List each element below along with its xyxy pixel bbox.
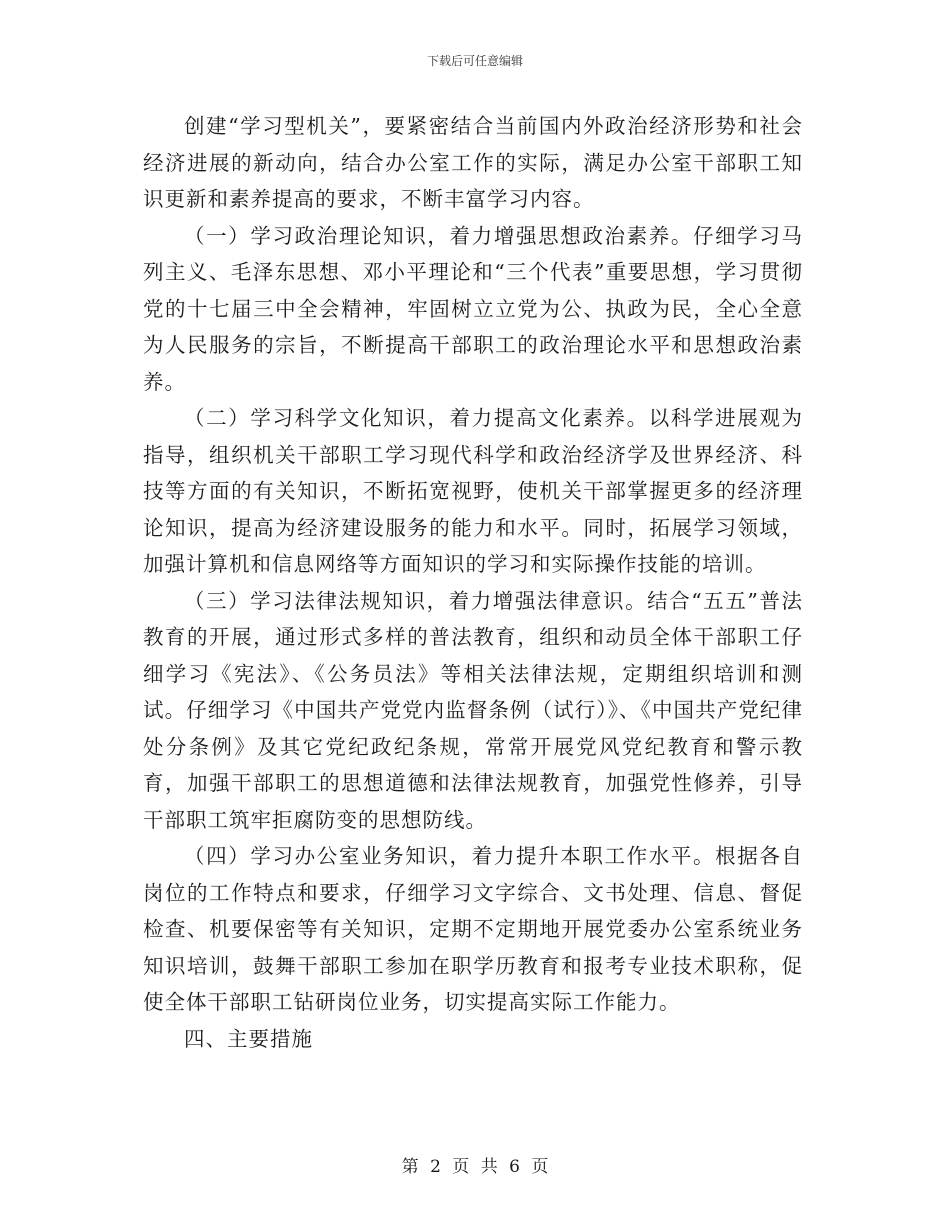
document-body bbox=[143, 108, 803, 1057]
paragraph-intro: 创建“学习型机关”，要紧密结合当前国内外政治经济形势和社会经济进展的新动向，结合办公室工作的实际，满足办公室干部职工知识更新和素养提高的要求，不断丰富学习内容。 bbox=[143, 114, 803, 211]
page-number: 第 2 页 共 6 页 bbox=[401, 1157, 549, 1177]
paragraph-law: （三）学习法律法规知识，着力增强法律意识。结合“五五”普法教育的开展，通过形式多样的普法教育，组织和动员全体干部职工仔细学习《宪法》、《公务员法》等相关法律法规，定期组织培训和测试。仔细学习《中国共产党党内监督条例（试行）》、《中国共产党纪律处分条例》及其它党纪政纪条规，常常开展党风党纪教育和警示教育，加强干部职工的思想道德和法律法规教育，加强党性修养，引导干部职工筑牢拒腐防变的思想防线。 bbox=[143, 588, 803, 832]
page-header-note: 下载后可任意编辑 bbox=[426, 54, 523, 68]
paragraph-science-culture: （二）学习科学文化知识，着力提高文化素养。以科学进展观为指导，组织机关干部职工学习现代科学和政治经济学及世界经济、科技等方面的有关知识，不断拓宽视野，使机关干部掌握更多的经济理论知识，提高为经济建设服务的能力和水平。同时，拓展学习领域，加强计算机和信息网络等方面知识的学习和实际操作技能的培训。 bbox=[143, 406, 803, 576]
paragraph-political-theory: （一）学习政治理论知识，着力增强思想政治素养。仔细学习马列主义、毛泽东思想、邓小平理论和“三个代表”重要思想，学习贯彻党的十七届三中全会精神，牢固树立立党为公、执政为民，全心全意为人民服务的宗旨，不断提高干部职工的政治理论水平和思想政治素养。 bbox=[143, 223, 803, 394]
paragraph-office-business: （四）学习办公室业务知识，着力提升本职工作水平。根据各自岗位的工作特点和要求，仔细学习文字综合、文书处理、信息、督促检查、机要保密等有关知识，定期不定期地开展党委办公室系统业务知识培训，鼓舞干部职工参加在职学历教育和报考专业技术职称，促使全体干部职工钻研岗位业务，切实提高实际工作能力。 bbox=[143, 844, 803, 1014]
section-heading-measures: 四、主要措施 bbox=[184, 1026, 313, 1051]
